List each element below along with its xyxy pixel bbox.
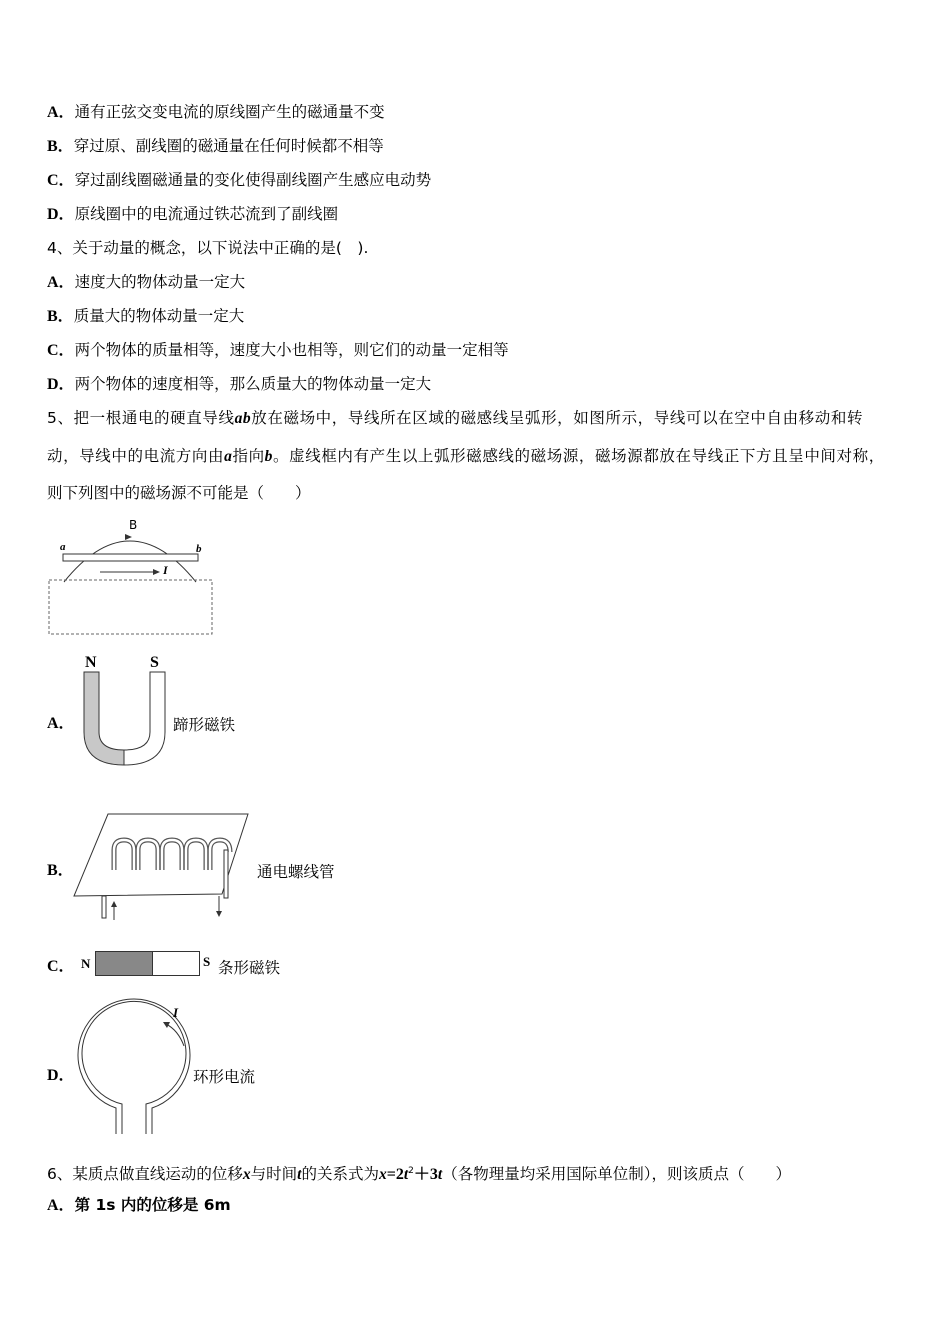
q5-option-a-text: 蹄形磁铁	[173, 716, 236, 734]
q5-option-d-letter: D．	[47, 1067, 75, 1084]
wire-end-a: a	[60, 541, 66, 553]
q5-option-a-letter: A．	[47, 715, 75, 732]
q5-option-d-text: 环形电流	[193, 1068, 256, 1086]
q3-option-d: D．原线圈中的电流通过铁芯流到了副线圈	[47, 205, 339, 223]
q5-stem-line1: 5、把一根通电的硬直导线ab放在磁场中，导线所在区域的磁感线呈弧形，如图所示，导线可以在空中自由移动和转	[47, 409, 864, 427]
south-pole-label: S	[150, 654, 159, 671]
q4-option-a: A．速度大的物体动量一定大	[47, 273, 246, 291]
q5-option-b-letter: B．	[47, 862, 74, 879]
wire-field-figure	[48, 520, 218, 640]
current-label: I	[163, 563, 168, 577]
bar-south-label: S	[203, 954, 211, 969]
q5-option-c-letter: C．	[47, 958, 75, 975]
q3-option-c: C．穿过副线圈磁通量的变化使得副线圈产生感应电动势	[47, 171, 432, 189]
ring-current-label: I	[173, 1005, 179, 1020]
q5-stem-line3: 则下列图中的磁场源不可能是（ ）	[47, 484, 311, 502]
q4-stem: 4、关于动量的概念，以下说法中正确的是( ).	[47, 239, 369, 257]
q5-option-b-text: 通电螺线管	[257, 863, 335, 881]
q3-option-b: B．穿过原、副线圈的磁通量在任何时候都不相等	[47, 137, 384, 155]
ring-current-icon	[80, 1012, 190, 1137]
bar-north-label: N	[81, 956, 91, 971]
north-pole-label: N	[85, 654, 97, 671]
q4-option-c: C．两个物体的质量相等，速度大小也相等，则它们的动量一定相等	[47, 341, 509, 359]
q5-option-c-text: 条形磁铁	[218, 959, 281, 977]
q5-stem-line2: 动，导线中的电流方向由a指向b。虚线框内有产生以上弧形磁感线的磁场源，磁场源都放在导线正下方且呈中间对称，	[47, 447, 885, 465]
bar-magnet-icon	[95, 951, 201, 977]
solenoid-icon	[72, 812, 252, 924]
wire-end-b: b	[196, 543, 202, 555]
q3-option-a: A．通有正弦交变电流的原线圈产生的磁通量不变	[47, 103, 385, 121]
q4-option-d: D．两个物体的速度相等，那么质量大的物体动量一定大	[47, 375, 432, 393]
q6-option-a: A．第 1s 内的位移是 6m	[47, 1196, 231, 1214]
q4-option-b: B．质量大的物体动量一定大	[47, 307, 245, 325]
horseshoe-magnet-icon	[80, 670, 170, 770]
q6-stem: 6、某质点做直线运动的位移x与时间t的关系式为$x=2t^2+3t$（各物理量均采用国际单位制），则该质点（ ）	[47, 1165, 791, 1184]
field-label-b: B	[129, 518, 138, 532]
